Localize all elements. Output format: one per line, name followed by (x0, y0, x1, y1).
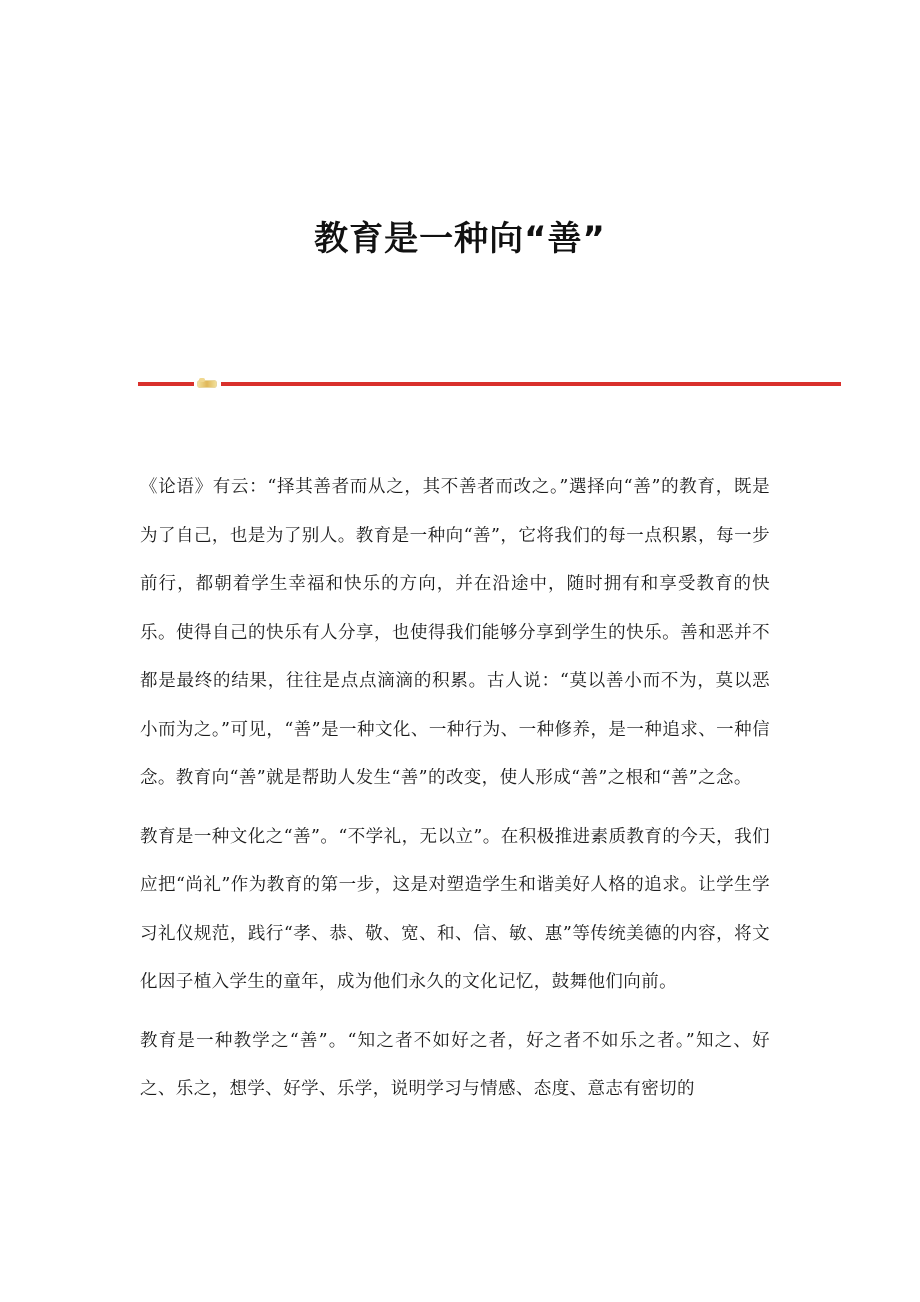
title-divider (138, 379, 841, 389)
divider-line-right (221, 382, 841, 386)
divider-line-left (138, 382, 194, 386)
paragraph-3: 教育是一种教学之“善”。“知之者不如好之者，好之者不如乐之者。”知之、好之、乐之，想学、好学、乐学，说明学习与情感、态度、意志有密切的 (140, 1030, 770, 1099)
pencil-ornament-icon (197, 380, 217, 388)
document-body (140, 463, 770, 1124)
document-title: 教育是一种向“善” (314, 219, 606, 259)
paragraph-2: 教育是一种文化之“善”。“不学礼，无以立”。在积极推进素质教育的今天，我们应把“尚礼”作为教育的第一步，这是对塑造学生和谐美好人格的追求。让学生学习礼仪规范，践行“孝、恭、敬、宽、和、信、敏、惠”等传统美德的内容，将文化因子植入学生的童年，成为他们永久的文化记忆，鼓舞他们向前。 (140, 826, 770, 992)
paragraph-1: 《论语》有云：“择其善者而从之，其不善者而改之。”選择向“善”的教育，既是为了自己，也是为了别人。教育是一种向“善”，它将我们的每一点积累，每一步前行，都朝着学生幸福和快乐的方向，并在沿途中，随时拥有和享受教育的快乐。使得自己的快乐有人分享，也使得我们能够分享到学生的快乐。善和恶并不都是最终的结果，往往是点点滴滴的积累。古人说：“莫以善小而不为，莫以恶小而为之。”可见，“善”是一种文化、一种行为、一种修养，是一种追求、一种信念。教育向“善”就是帮助人发生“善”的改变，使人形成“善”之根和“善”之念。 (140, 477, 770, 788)
